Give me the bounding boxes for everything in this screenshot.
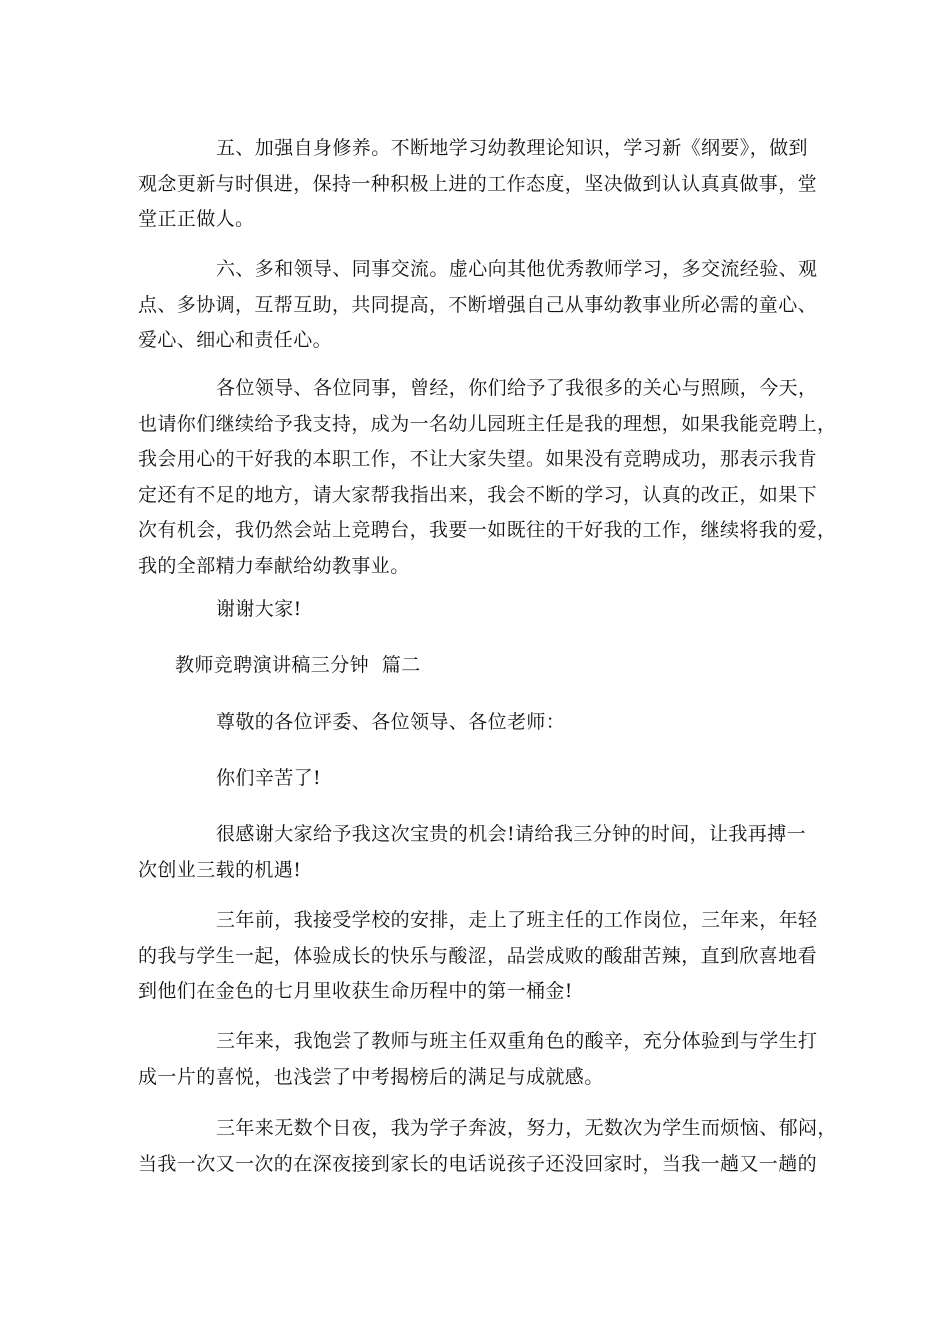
paragraph-closing-appeal: [138, 371, 837, 584]
paragraph-days-and-nights: [138, 1111, 837, 1182]
text-line: 到他们在金色的七月里收获生命历程中的第一桶金!: [138, 980, 573, 1002]
paragraph-three-years-experience: [138, 1024, 818, 1095]
text-line: 定还有不足的地方，请大家帮我指出来，我会不断的学习，认真的改正，如果下: [138, 483, 818, 506]
text-line: 各位领导、各位同事，曾经，你们给予了我很多的关心与照顾，今天，: [216, 377, 818, 399]
text-line: 的我与学生一起，体验成长的快乐与酸涩，品尝成败的酸甜苦辣，直到欣喜地看: [138, 944, 818, 967]
paragraph-gratitude: [138, 817, 810, 888]
text-line: 五、加强自身修养。不断地学习幼教理论知识，学习新《纲要》，做到: [216, 137, 808, 159]
section-title: 教师竞聘演讲稿三分钟 篇二: [175, 654, 421, 676]
text-line: 我会用心的干好我的本职工作，不让大家失望。如果没有竞聘成功，那表示我肯: [138, 448, 818, 470]
paragraph-salutation: [138, 705, 810, 741]
text-line: 很感谢大家给予我这次宝贵的机会!请给我三分钟的时间，让我再搏一: [216, 823, 807, 845]
text-line: 观念更新与时俱进，保持一种积极上进的工作态度，坚决做到认认真真做事，堂: [138, 172, 818, 195]
section-heading: [138, 648, 810, 684]
text-line: 堂正正做人。: [138, 208, 255, 230]
paragraph-self-cultivation: [138, 131, 818, 238]
text-line: 次创业三载的机遇!: [138, 858, 302, 881]
text-line: 次有机会，我仍然会站上竞聘台，我要一如既往的干好我的工作，继续将我的爱，: [138, 519, 837, 541]
paragraph-greeting: [138, 761, 810, 797]
text-line: 谢谢大家!: [216, 598, 302, 620]
text-line: 当我一次又一次的在深夜接到家长的电话说孩子还没回家时，当我一趟又一趟的: [138, 1152, 818, 1175]
text-line: 我的全部精力奉献给幼教事业。: [138, 554, 410, 577]
text-line: 爱心、细心和责任心。: [138, 329, 333, 351]
text-line: 也请你们继续给予我支持，成为一名幼儿园班主任是我的理想，如果我能竞聘上，: [138, 412, 837, 435]
paragraph-three-years-ago: [138, 903, 818, 1010]
text-line: 成一片的喜悦，也浅尝了中考揭榜后的满足与成就感。: [138, 1065, 604, 1088]
text-line: 三年来无数个日夜，我为学子奔波，努力，无数次为学生而烦恼、郁闷，: [216, 1117, 837, 1139]
paragraph-thanks: [138, 592, 810, 628]
text-line: 你们辛苦了!: [216, 767, 322, 789]
text-line: 点、多协调，互帮互助，共同提高，不断增强自己从事幼教事业所必需的童心、: [138, 293, 818, 316]
text-line: 三年前，我接受学校的安排，走上了班主任的工作岗位，三年来，年轻: [216, 909, 818, 931]
text-line: 三年来，我饱尝了教师与班主任双重角色的酸辛，充分体验到与学生打: [216, 1030, 818, 1052]
text-line: 尊敬的各位评委、各位领导、各位老师：: [216, 711, 566, 733]
paragraph-communication: [138, 252, 818, 359]
text-line: 六、多和领导、同事交流。虚心向其他优秀教师学习，多交流经验、观: [216, 258, 818, 280]
